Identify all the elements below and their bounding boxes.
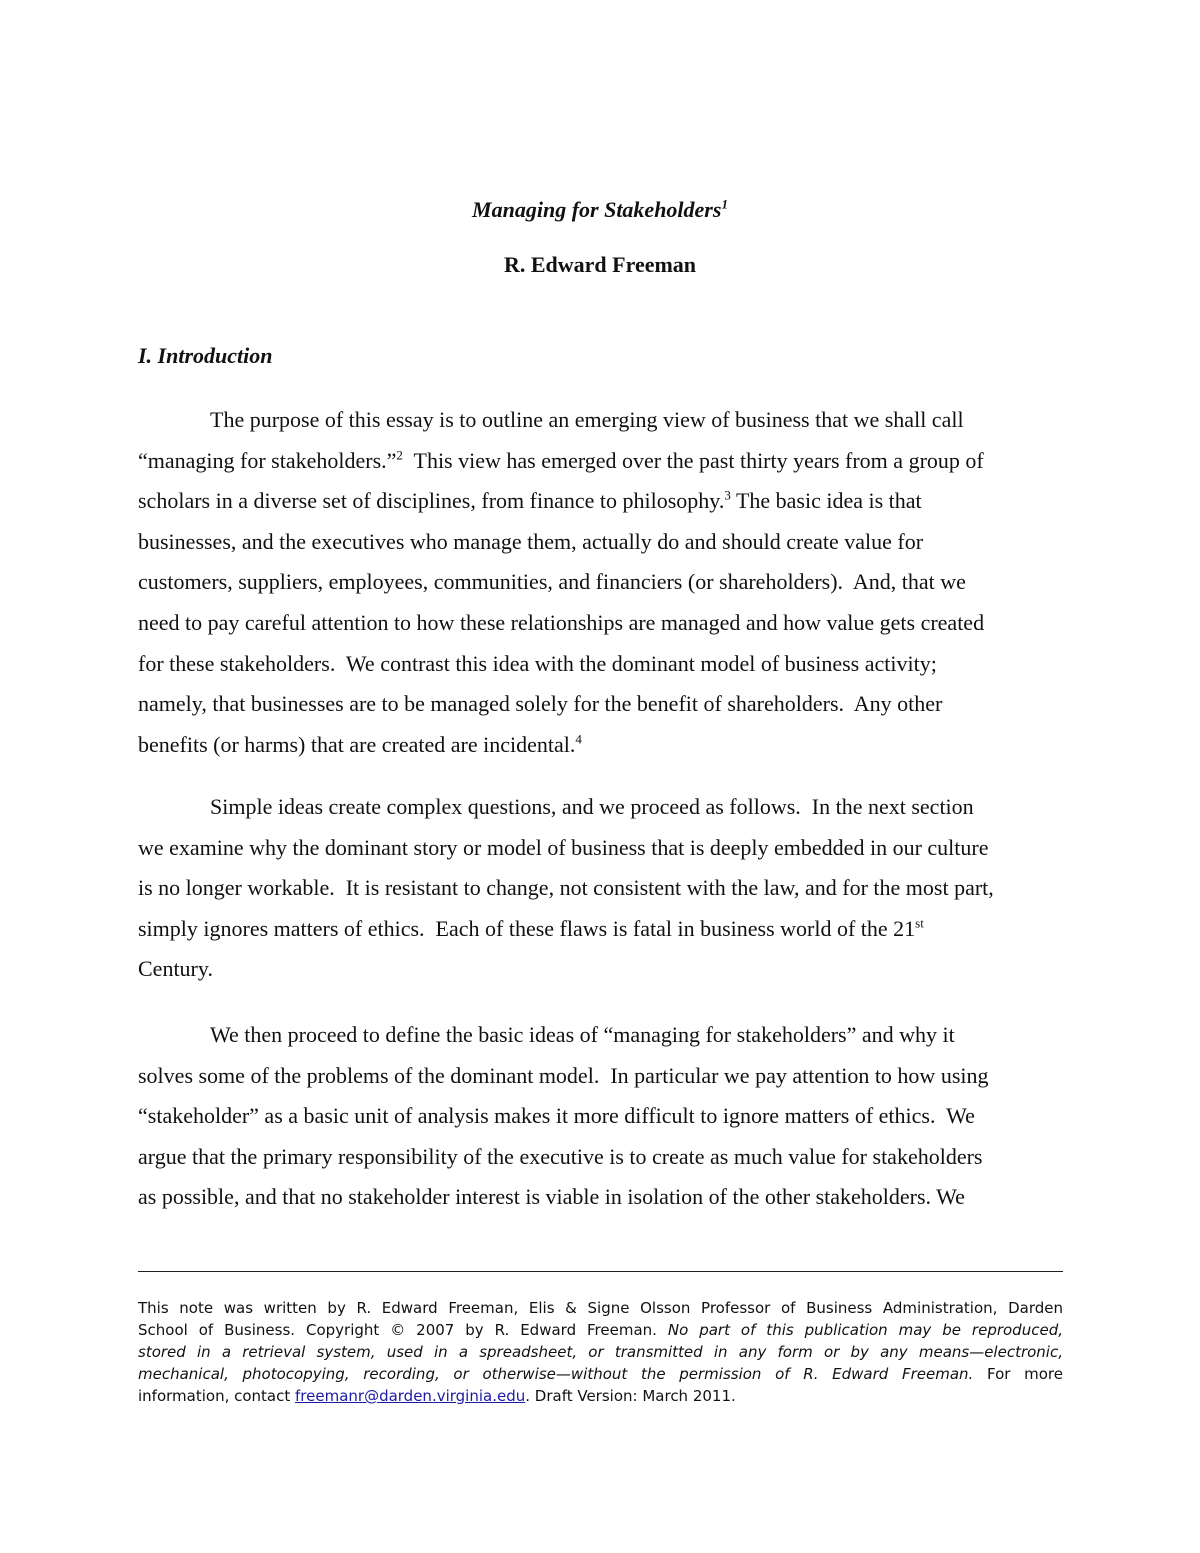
footnote-text: For more <box>973 1365 1063 1383</box>
text-run: need to pay careful attention to how these relationships are managed and how value gets created <box>138 609 985 635</box>
text-line <box>138 522 1063 563</box>
paper-title-text: Managing for Stakeholders <box>472 197 722 222</box>
footnote-italic-text: mechanical, photocopying, recording, or otherwise—without the permission of R. Edward Freeman. <box>138 1365 974 1383</box>
text-line <box>138 562 1063 603</box>
footnote-line <box>138 1297 1063 1319</box>
footnote-text: School of Business. Copyright © 2007 by R. Edward Freeman. <box>138 1321 668 1339</box>
footnote-line <box>138 1385 1063 1407</box>
text-run: simply ignores matters of ethics. Each of these flaws is fatal in business world of the 21 <box>138 915 916 941</box>
footnote-text: . Draft Version: March 2011. <box>525 1387 736 1405</box>
text-run: The purpose of this essay is to outline an emerging view of business that we shall call <box>210 407 964 432</box>
paragraph-2 <box>138 787 1063 990</box>
text-line <box>138 1137 1063 1178</box>
text-run: The basic idea is that <box>730 488 922 514</box>
footnote-marker: 4 <box>575 731 582 747</box>
email-link[interactable]: freemanr@darden.virginia.edu <box>295 1387 526 1405</box>
paper-author: R. Edward Freeman <box>503 252 697 277</box>
text-run: solves some of the problems of the dominant model. In particular we pay attention to how using <box>138 1062 989 1088</box>
text-line <box>138 441 1063 482</box>
text-line <box>138 828 1063 869</box>
footnote-line <box>138 1341 1063 1363</box>
text-run: is no longer workable. It is resistant to change, not consistent with the law, and for the most part, <box>138 875 994 901</box>
footnote-text: This note was written by R. Edward Freeman, Elis & Signe Olsson Professor of Business Administration, Darden <box>138 1299 1063 1317</box>
text-run: scholars in a diverse set of disciplines, from finance to philosophy. <box>138 488 725 514</box>
text-run: customers, suppliers, employees, communities, and financiers (or shareholders). And, that we <box>138 569 966 595</box>
text-run: “stakeholder” as a basic unit of analysis makes it more difficult to ignore matters of ethics. We <box>138 1103 975 1129</box>
footnote-text: information, contact <box>138 1387 296 1405</box>
text-run: Simple ideas create complex questions, and we proceed as follows. In the next section <box>210 794 974 819</box>
text-line <box>138 1177 1063 1218</box>
text-line <box>138 1096 1063 1137</box>
text-line <box>138 603 1063 644</box>
footnote-marker: 3 <box>724 487 731 503</box>
footnote-line <box>138 1363 1063 1385</box>
text-run: Century. <box>138 956 213 982</box>
title-footnote-marker: 1 <box>721 196 728 212</box>
footnote-divider <box>138 1271 1063 1272</box>
text-run: for these stakeholders. We contrast this idea with the dominant model of business activity; <box>138 650 937 676</box>
paper-title <box>0 196 1200 224</box>
text-line <box>138 1056 1063 1097</box>
text-line <box>138 909 1063 950</box>
text-run: argue that the primary responsibility of the executive is to create as much value for stakeholders <box>138 1143 983 1169</box>
text-line <box>138 400 1063 441</box>
text-run: benefits (or harms) that are created are incidental. <box>138 731 576 757</box>
text-run: This view has emerged over the past thirty years from a group of <box>402 447 984 473</box>
text-run: as possible, and that no stakeholder interest is viable in isolation of the other stakeholders. We <box>138 1184 965 1210</box>
footnote-line <box>138 1319 1063 1341</box>
footnote-1 <box>138 1297 1063 1407</box>
text-line <box>138 725 1063 766</box>
text-run: namely, that businesses are to be managed solely for the benefit of shareholders. Any other <box>138 691 943 717</box>
section-heading-introduction: I. Introduction <box>138 343 273 368</box>
text-line <box>138 868 1063 909</box>
text-run: We then proceed to define the basic ideas of “managing for stakeholders” and why it <box>210 1022 955 1047</box>
footnote-marker: 2 <box>396 447 403 463</box>
text-line <box>138 684 1063 725</box>
text-line <box>138 1015 1063 1056</box>
text-run: “managing for stakeholders.” <box>138 447 397 473</box>
footnote-marker: st <box>915 915 924 931</box>
text-run: businesses, and the executives who manage them, actually do and should create value for <box>138 528 924 554</box>
text-line <box>138 949 1063 990</box>
text-run: we examine why the dominant story or model of business that is deeply embedded in our culture <box>138 834 989 860</box>
footnote-italic-text: stored in a retrieval system, used in a spreadsheet, or transmitted in any form or by any means—electronic, <box>138 1343 1063 1361</box>
paragraph-1 <box>138 400 1063 765</box>
paragraph-3 <box>138 1015 1063 1218</box>
text-line <box>138 787 1063 828</box>
footnote-italic-text: No part of this publication may be reproduced, <box>667 1321 1063 1339</box>
text-line <box>138 481 1063 522</box>
text-line <box>138 644 1063 685</box>
